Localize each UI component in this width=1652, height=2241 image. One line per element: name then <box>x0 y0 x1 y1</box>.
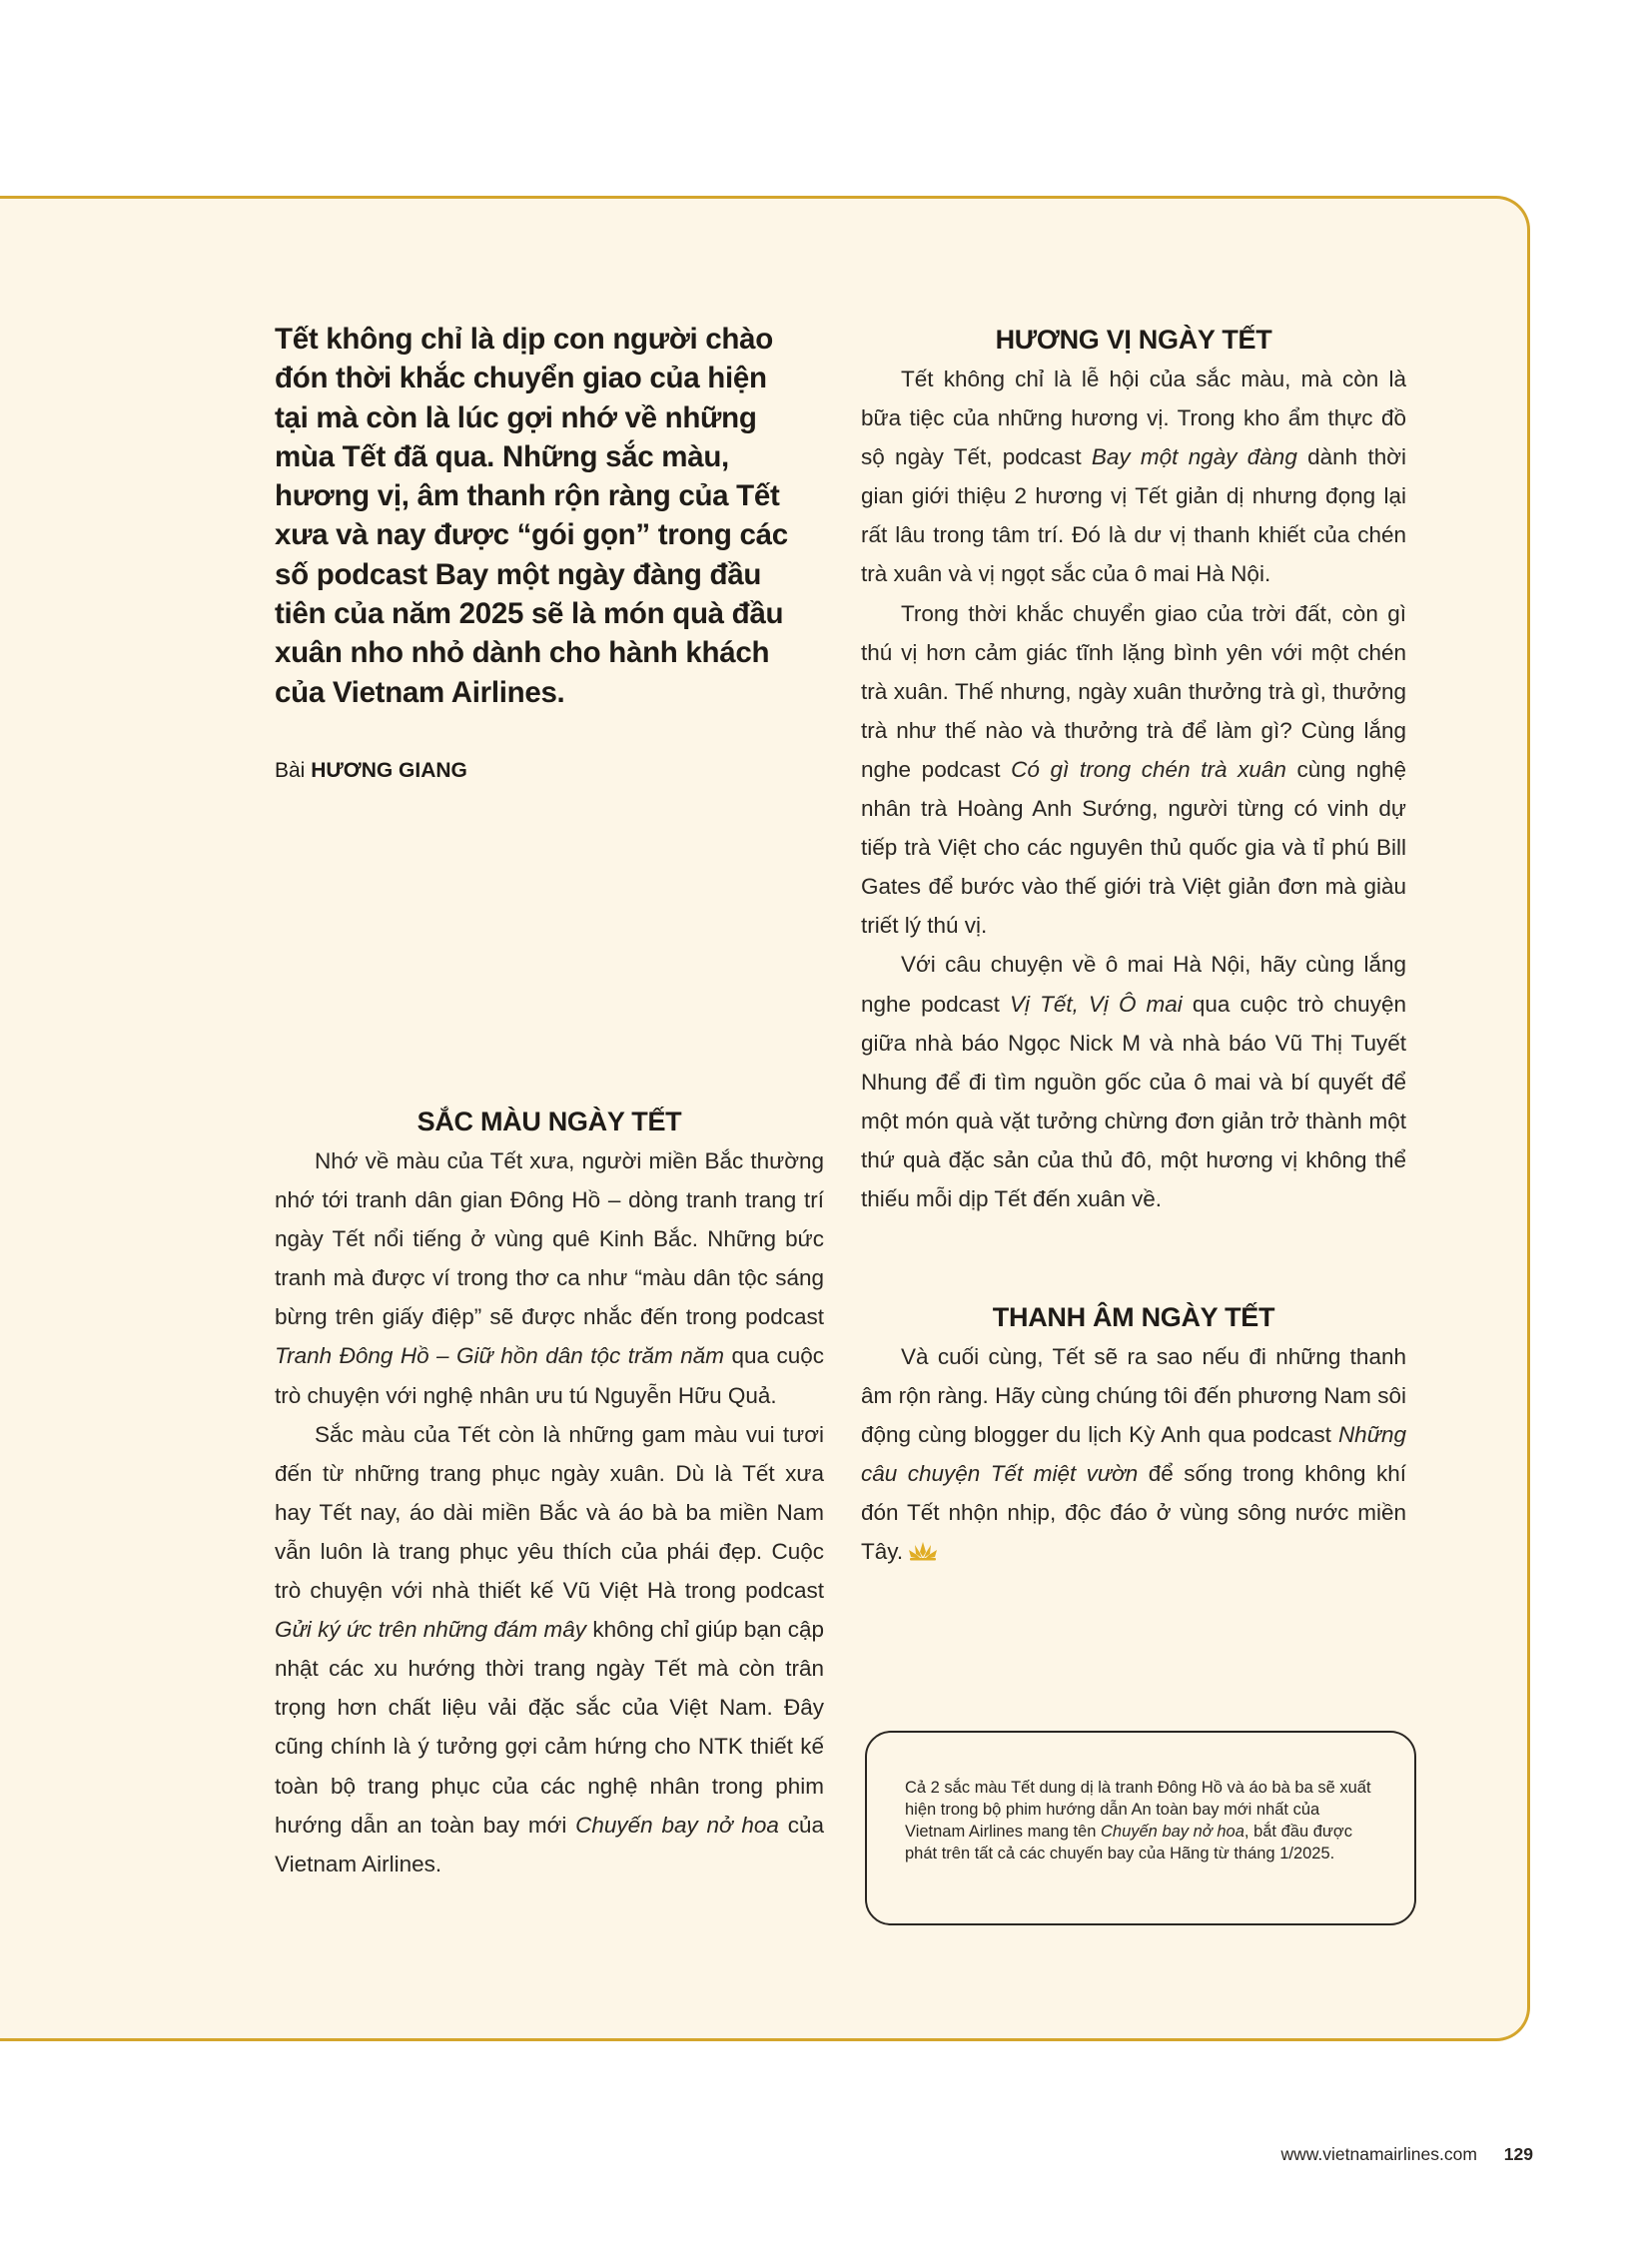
section-sac-mau <box>275 1105 824 1883</box>
section-thanh-am <box>861 1300 1406 1572</box>
podcast-title: Chuyến bay nở hoa <box>575 1812 779 1838</box>
page-footer <box>1280 2144 1533 2165</box>
podcast-title: Những câu chuyện Tết miệt vườn <box>861 1422 1406 1487</box>
section-huong-vi <box>861 323 1406 1218</box>
paragraph: Trong thời khắc chuyển giao của trời đất, còn gì thú vị hơn cảm giác tĩnh lặng bình yên với một chén trà xuân. Thế nhưng, ngày xuân thưởng trà gì, thưởng trà như thế nào và thưởng trà để làm gì? Cùng lắng nghe podcast Có gì trong chén trà xuân cùng nghệ nhân trà Hoàng Anh Sướng, người từng có vinh dự tiếp trà Việt cho các nguyên thủ quốc gia và tỉ phú Bill Gates để bước vào thế giới trà Việt giản đơn mà giàu triết lý thú vị. <box>861 600 1406 939</box>
section-heading: THANH ÂM NGÀY TẾT <box>992 1302 1275 1332</box>
paragraph: Với câu chuyện về ô mai Hà Nội, hãy cùng lắng nghe podcast Vị Tết, Vị Ô mai qua cuộc trò chuyện giữa nhà báo Ngọc Nick M và nhà báo Vũ Thị Tuyết Nhung để đi tìm nguồn gốc của ô mai và bí quyết để một món quà vặt tưởng chừng đơn giản trở thành một thứ quà đặc sản của thủ đô, một hương vị không thể thiếu mỗi dịp Tết đến xuân về. <box>861 952 1406 1211</box>
caption-box <box>865 1731 1416 1925</box>
podcast-title: Chuyến bay nở hoa <box>1100 1823 1244 1841</box>
podcast-title: Tranh Đông Hồ – Giữ hồn dân tộc trăm năm <box>275 1343 724 1369</box>
podcast-title: Có gì trong chén trà xuân <box>1011 756 1286 782</box>
footer-website: www.vietnamairlines.com <box>1280 2144 1477 2164</box>
paragraph-text: Và cuối cùng, Tết sẽ ra sao nếu đi những thanh âm rộn ràng. Hãy cùng chúng tôi đến phương Nam sôi động cùng blogger du lịch Kỳ Anh qua podcast Những câu chuyện Tết miệt vườn để sống trong không khí đón Tết nhộn nhịp, độc đáo ở vùng sông nước miền Tây. <box>861 1344 1406 1565</box>
section-heading: HƯƠNG VỊ NGÀY TẾT <box>995 325 1272 355</box>
section-body <box>275 1141 824 1883</box>
section-body <box>861 360 1406 1218</box>
paragraph <box>861 1337 1406 1572</box>
byline-author: HƯƠNG GIANG <box>311 759 467 782</box>
paragraph: Nhớ về màu của Tết xưa, người miền Bắc thường nhớ tới tranh dân gian Đông Hồ – dòng tranh trang trí ngày Tết nổi tiếng ở vùng quê Kinh Bắc. Những bức tranh mà được ví trong thơ ca như “màu dân tộc sáng bừng trên giấy điệp” sẽ được nhắc đến trong podcast Tranh Đông Hồ – Giữ hồn dân tộc trăm năm qua cuộc trò chuyện với nghệ nhân ưu tú Nguyễn Hữu Quả. <box>275 1148 824 1408</box>
section-body <box>861 1337 1406 1572</box>
section-heading: SẮC MÀU NGÀY TẾT <box>416 1107 682 1136</box>
caption-text: Cả 2 sắc màu Tết dung dị là tranh Đông Hồ và áo bà ba sẽ xuất hiện trong bộ phim hướng dẫn An toàn bay mới nhất của Vietnam Airlines mang tên Chuyến bay nở hoa, bắt đầu được phát trên tất cả các chuyến bay của Hãng từ tháng 1/2025. <box>905 1779 1371 1863</box>
byline-prefix: Bài <box>275 759 306 782</box>
paragraph: Tết không chỉ là lễ hội của sắc màu, mà còn là bữa tiệc của những hương vị. Trong kho ẩm thực đồ sộ ngày Tết, podcast Bay một ngày đàng dành thời gian giới thiệu 2 hương vị Tết giản dị nhưng đọng lại rất lâu trong tâm trí. Đó là dư vị thanh khiết của chén trà xuân và vị ngọt sắc của ô mai Hà Nội. <box>861 367 1406 587</box>
podcast-title: Vị Tết, Vị Ô mai <box>1010 991 1183 1017</box>
article-lead: Tết không chỉ là dịp con người chào đón thời khắc chuyển giao của hiện tại mà còn là lúc gợi nhớ về những mùa Tết đã qua. Những sắc màu, hương vị, âm thanh rộn ràng của Tết xưa và nay được “gói gọn” trong các số podcast Bay một ngày đàng đầu tiên của năm 2025 sẽ là món quà đầu xuân nho nhỏ dành cho hành khách của Vietnam Airlines. <box>275 323 788 709</box>
lotus-icon <box>907 1541 939 1561</box>
byline <box>275 759 467 783</box>
podcast-title: Bay một ngày đàng <box>1091 444 1297 470</box>
page-number: 129 <box>1503 2144 1533 2164</box>
podcast-title: Gửi ký ức trên những đám mây <box>275 1617 587 1643</box>
paragraph: Sắc màu của Tết còn là những gam màu vui tươi đến từ những trang phục ngày xuân. Dù là Tết xưa hay Tết nay, áo dài miền Bắc và áo bà ba miền Nam vẫn luôn là trang phục yêu thích của phái đẹp. Cuộc trò chuyện với nhà thiết kế Vũ Việt Hà trong podcast Gửi ký ức trên những đám mây không chỉ giúp bạn cập nhật các xu hướng thời trang ngày Tết mà còn trân trọng hơn chất liệu vải đặc sắc của Việt Nam. Đây cũng chính là ý tưởng gợi cảm hứng cho NTK thiết kế toàn bộ trang phục của các nghệ nhân trong phim hướng dẫn an toàn bay mới Chuyến bay nở hoa của Vietnam Airlines. <box>275 1421 825 1876</box>
